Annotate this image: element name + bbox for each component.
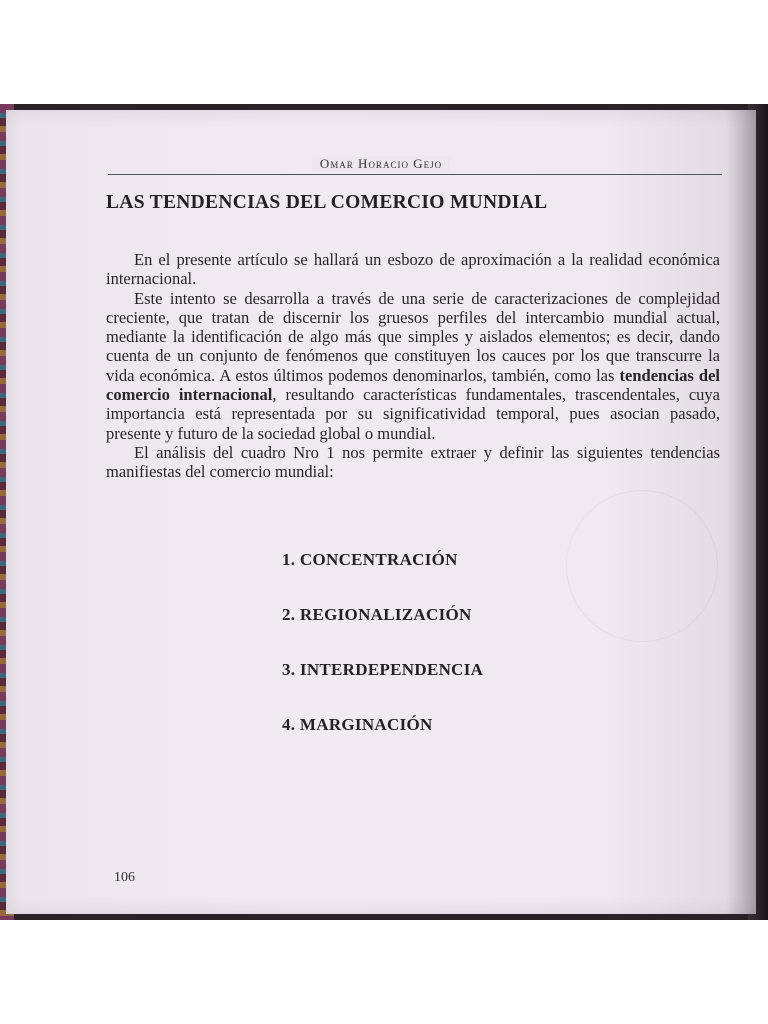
book-page	[6, 110, 756, 914]
running-header	[6, 156, 756, 172]
paragraph-2-bold: tendencias del comercio internacional	[106, 365, 720, 405]
paragraph-2-text-a: Este intento se desarrolla a través de una serie de caracterizaciones de complejidad creciente, que tratan de discernir los gruesos perfiles del intercambio mundial actual, mediante la identificación de algo más que simples y aislados elementos; es decir, dando cuenta de un conjunto de fenómenos que constituyen los cauces por los que transcurre la vida económica. A estos últimos podemos denominarlos, también, como las	[106, 288, 720, 385]
paragraph-3: El análisis del cuadro Nro 1 nos permite extraer y definir las siguientes tendencias manifiestas del comercio mundial:	[106, 442, 720, 482]
paragraph-2-text-b: , resultando características fundamentales, trascendentales, cuya importancia está representada por su significatividad temporal, pues asocian pasado, presente y futuro de la sociedad global o mundial.	[106, 385, 720, 443]
paragraph-2	[106, 289, 720, 443]
photo-frame	[0, 104, 768, 920]
article-body	[106, 250, 720, 482]
author-name: Omar Horacio Gejo	[312, 156, 450, 171]
article-title: LAS TENDENCIAS DEL COMERCIO MUNDIAL	[106, 192, 548, 213]
list-item: 3. INTERDEPENDENCIA	[282, 660, 484, 679]
tendencias-list	[282, 548, 682, 768]
list-item: 4. MARGINACIÓN	[282, 715, 433, 734]
page-number: 106	[114, 870, 135, 885]
header-rule	[108, 174, 722, 175]
list-item: 1. CONCENTRACIÓN	[282, 550, 458, 569]
list-item: 2. REGIONALIZACIÓN	[282, 605, 472, 624]
paragraph-1: En el presente artículo se hallará un esbozo de aproximación a la realidad económica internacional.	[106, 250, 720, 289]
